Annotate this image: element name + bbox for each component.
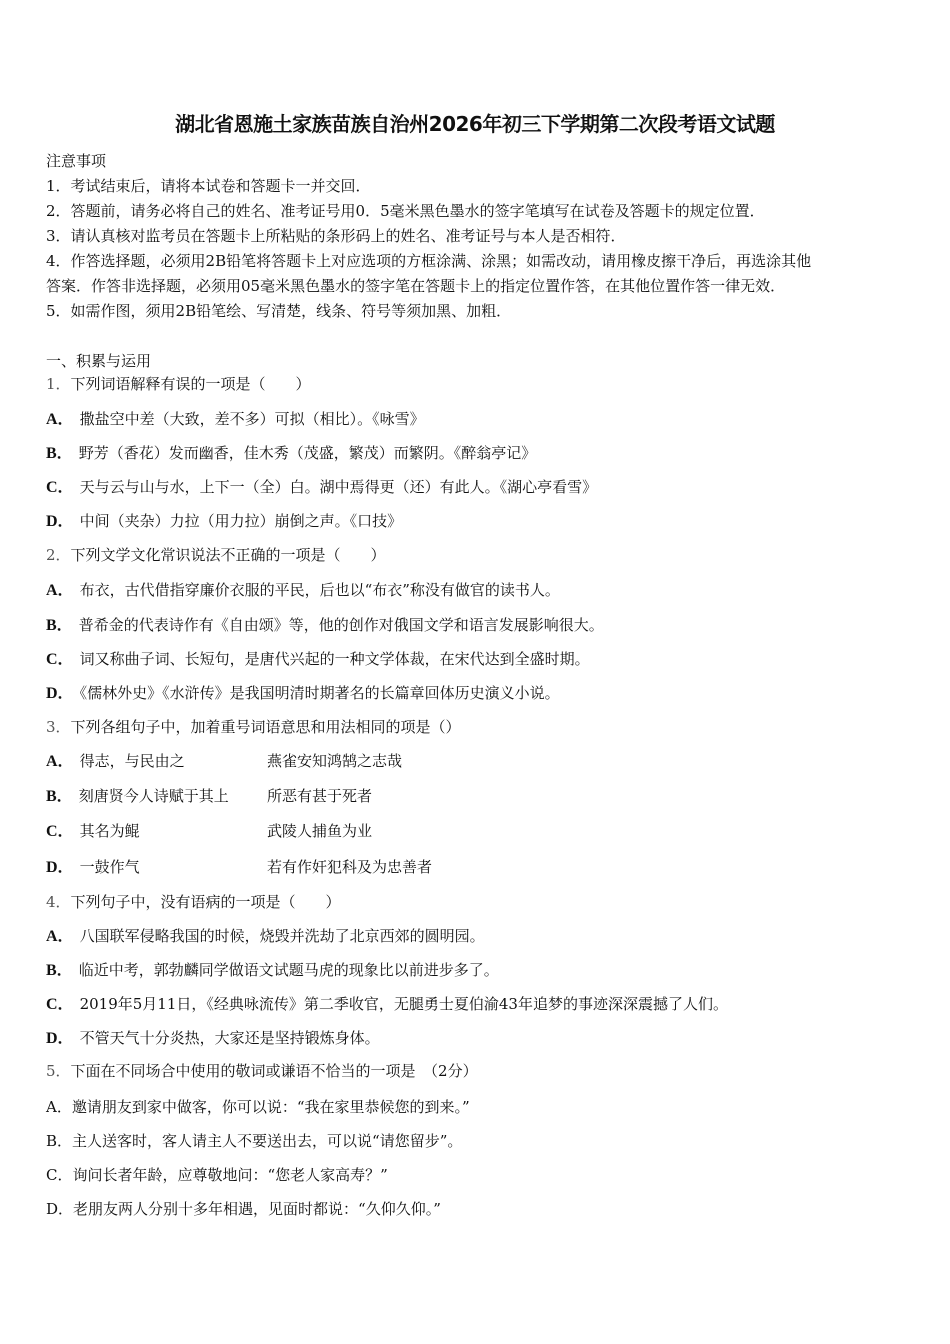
option-text-second: 燕雀安知鸿鹄之志哉: [267, 752, 403, 770]
option-text: 词又称曲子词、长短句，是唐代兴起的一种文学体裁，在宋代达到全盛时期。: [79, 650, 590, 668]
option-letter: B．: [46, 1132, 73, 1150]
option-letter: B．: [46, 788, 73, 805]
option-letter: B．: [46, 962, 73, 979]
option-text: 邀请朋友到家中做客，你可以说：“我在家里恭候您的到来。”: [71, 1098, 470, 1116]
question-text: 下面在不同场合中使用的敬词或谦语不恰当的一项是 （2分）: [70, 1062, 478, 1080]
option-text-second: 武陵人捕鱼为业: [267, 822, 373, 840]
question-stem: [46, 892, 341, 912]
option-letter: A．: [46, 753, 74, 770]
answer-option: [46, 751, 403, 772]
answer-option: [46, 477, 597, 498]
option-text: 主人送客时，客人请主人不要送出去，可以说“请您留步”。: [72, 1132, 463, 1150]
option-text: 《儒林外史》《水浒传》是我国明清时期著名的长篇章回体历史演义小说。: [79, 684, 560, 702]
option-text: 刻唐贤今人诗赋于其上: [78, 787, 229, 805]
option-text: 野芳（香花）发而幽香，佳木秀（茂盛，繁茂）而繁阴。《醉翁亭记》: [78, 444, 537, 462]
question-number: 2．: [46, 546, 71, 564]
option-text: 其名为鲲: [79, 822, 140, 840]
option-text: 天与云与山与水，上下一（全）白。湖中焉得更（还）有此人。《湖心亭看雪》: [79, 478, 598, 496]
option-text: 一鼓作气: [79, 858, 140, 876]
option-letter: D．: [46, 1200, 74, 1218]
option-letter: A．: [46, 411, 74, 428]
option-letter: D．: [46, 859, 74, 876]
question-text: 下列句子中，没有语病的一项是（ ）: [70, 893, 341, 911]
notice-item: 答案．作答非选择题，必须用05毫米黑色墨水的签字笔在答题卡上的指定位置作答，在其他位置作答一律无效．: [46, 277, 786, 295]
option-text: 中间（夹杂）力拉（用力拉）崩倒之声。《口技》: [79, 512, 403, 530]
option-letter: C．: [46, 479, 74, 496]
question-number: 1．: [46, 375, 71, 393]
question-text: 下列各组句子中，加着重号词语意思和用法相同的项是（）: [70, 718, 461, 736]
answer-option: [46, 409, 425, 430]
question-stem: [46, 717, 461, 737]
option-letter: A．: [46, 928, 74, 945]
notice-item: 2．答题前，请务必将自己的姓名、准考证号用0．5毫米黑色墨水的签字笔填写在试卷及答题卡的规定位置．: [46, 202, 765, 220]
question-stem: [46, 1061, 478, 1081]
question-text: 下列文学文化常识说法不正确的一项是（ ）: [70, 546, 386, 564]
option-letter: C．: [46, 651, 74, 668]
notice-heading: 注意事项: [46, 152, 107, 170]
option-text-second: 所恶有甚于死者: [267, 787, 373, 805]
option-text: 2019年5月11日，《经典咏流传》第二季收官，无腿勇士夏伯渝43年追梦的事迹深深震撼了人们。: [79, 995, 728, 1013]
answer-option: [46, 511, 402, 532]
option-text: 不管天气十分炎热，大家还是坚持锻炼身体。: [79, 1029, 380, 1047]
answer-option: [46, 615, 604, 636]
option-letter: C．: [46, 823, 74, 840]
answer-option: [46, 994, 728, 1015]
option-text: 布衣，古代借指穿廉价衣服的平民，后也以“布衣”称没有做官的读书人。: [79, 581, 560, 599]
answer-option: [46, 960, 499, 981]
option-text: 询问长者年龄，应尊敬地问：“您老人家高寿？”: [72, 1166, 388, 1184]
option-text: 临近中考，郭勃麟同学做语文试题马虎的现象比以前进步多了。: [78, 961, 499, 979]
answer-option: [46, 580, 560, 601]
option-text: 八国联军侵略我国的时候，烧毁并洗劫了北京西郊的圆明园。: [79, 927, 485, 945]
notice-item: 3．请认真核对监考员在答题卡上所粘贴的条形码上的姓名、准考证号与本人是否相符．: [46, 227, 626, 245]
option-letter: D．: [46, 685, 74, 702]
question-stem: [46, 374, 311, 394]
answer-option: [46, 1199, 441, 1219]
answer-option: [46, 1097, 470, 1117]
option-text: 老朋友两人分别十多年相遇，见面时都说：“久仰久仰。”: [73, 1200, 441, 1218]
question-stem: [46, 545, 386, 565]
option-text: 撒盐空中差（大致，差不多）可拟（相比）。《咏雪》: [79, 410, 425, 428]
option-text: 普希金的代表诗作有《自由颂》等，他的创作对俄国文学和语言发展影响很大。: [78, 616, 604, 634]
answer-option: [46, 1028, 380, 1049]
option-text: 得志，与民由之: [79, 752, 185, 770]
section-heading: 一、积累与运用: [46, 352, 152, 370]
option-letter: D．: [46, 1030, 74, 1047]
question-number: 5．: [46, 1062, 71, 1080]
answer-option: [46, 821, 373, 842]
option-letter: C．: [46, 996, 74, 1013]
option-letter: C．: [46, 1166, 73, 1184]
option-letter: B．: [46, 617, 73, 634]
answer-option: [46, 683, 560, 704]
question-text: 下列词语解释有误的一项是（ ）: [70, 375, 311, 393]
answer-option: [46, 786, 373, 807]
notice-item: 5．如需作图，须用2B铅笔绘、写清楚，线条、符号等须加黑、加粗．: [46, 302, 512, 320]
option-letter: A．: [46, 1098, 72, 1116]
answer-option: [46, 1165, 388, 1185]
notice-item: 1．考试结束后，请将本试卷和答题卡一并交回．: [46, 177, 371, 195]
answer-option: [46, 443, 536, 464]
question-number: 3．: [46, 718, 71, 736]
notice-item: 4．作答选择题，必须用2B铅笔将答题卡上对应选项的方框涂满、涂黑；如需改动，请用橡皮擦干净后，再选涂其他: [46, 252, 812, 270]
question-number: 4．: [46, 893, 71, 911]
page-title: 湖北省恩施土家族苗族自治州2026年初三下学期第二次段考语文试题: [175, 112, 775, 136]
answer-option: [46, 857, 433, 878]
answer-option: [46, 1131, 462, 1151]
option-text-second: 若有作奸犯科及为忠善者: [267, 858, 433, 876]
option-letter: A．: [46, 582, 74, 599]
answer-option: [46, 926, 485, 947]
answer-option: [46, 649, 590, 670]
option-letter: B．: [46, 445, 73, 462]
option-letter: D．: [46, 513, 74, 530]
